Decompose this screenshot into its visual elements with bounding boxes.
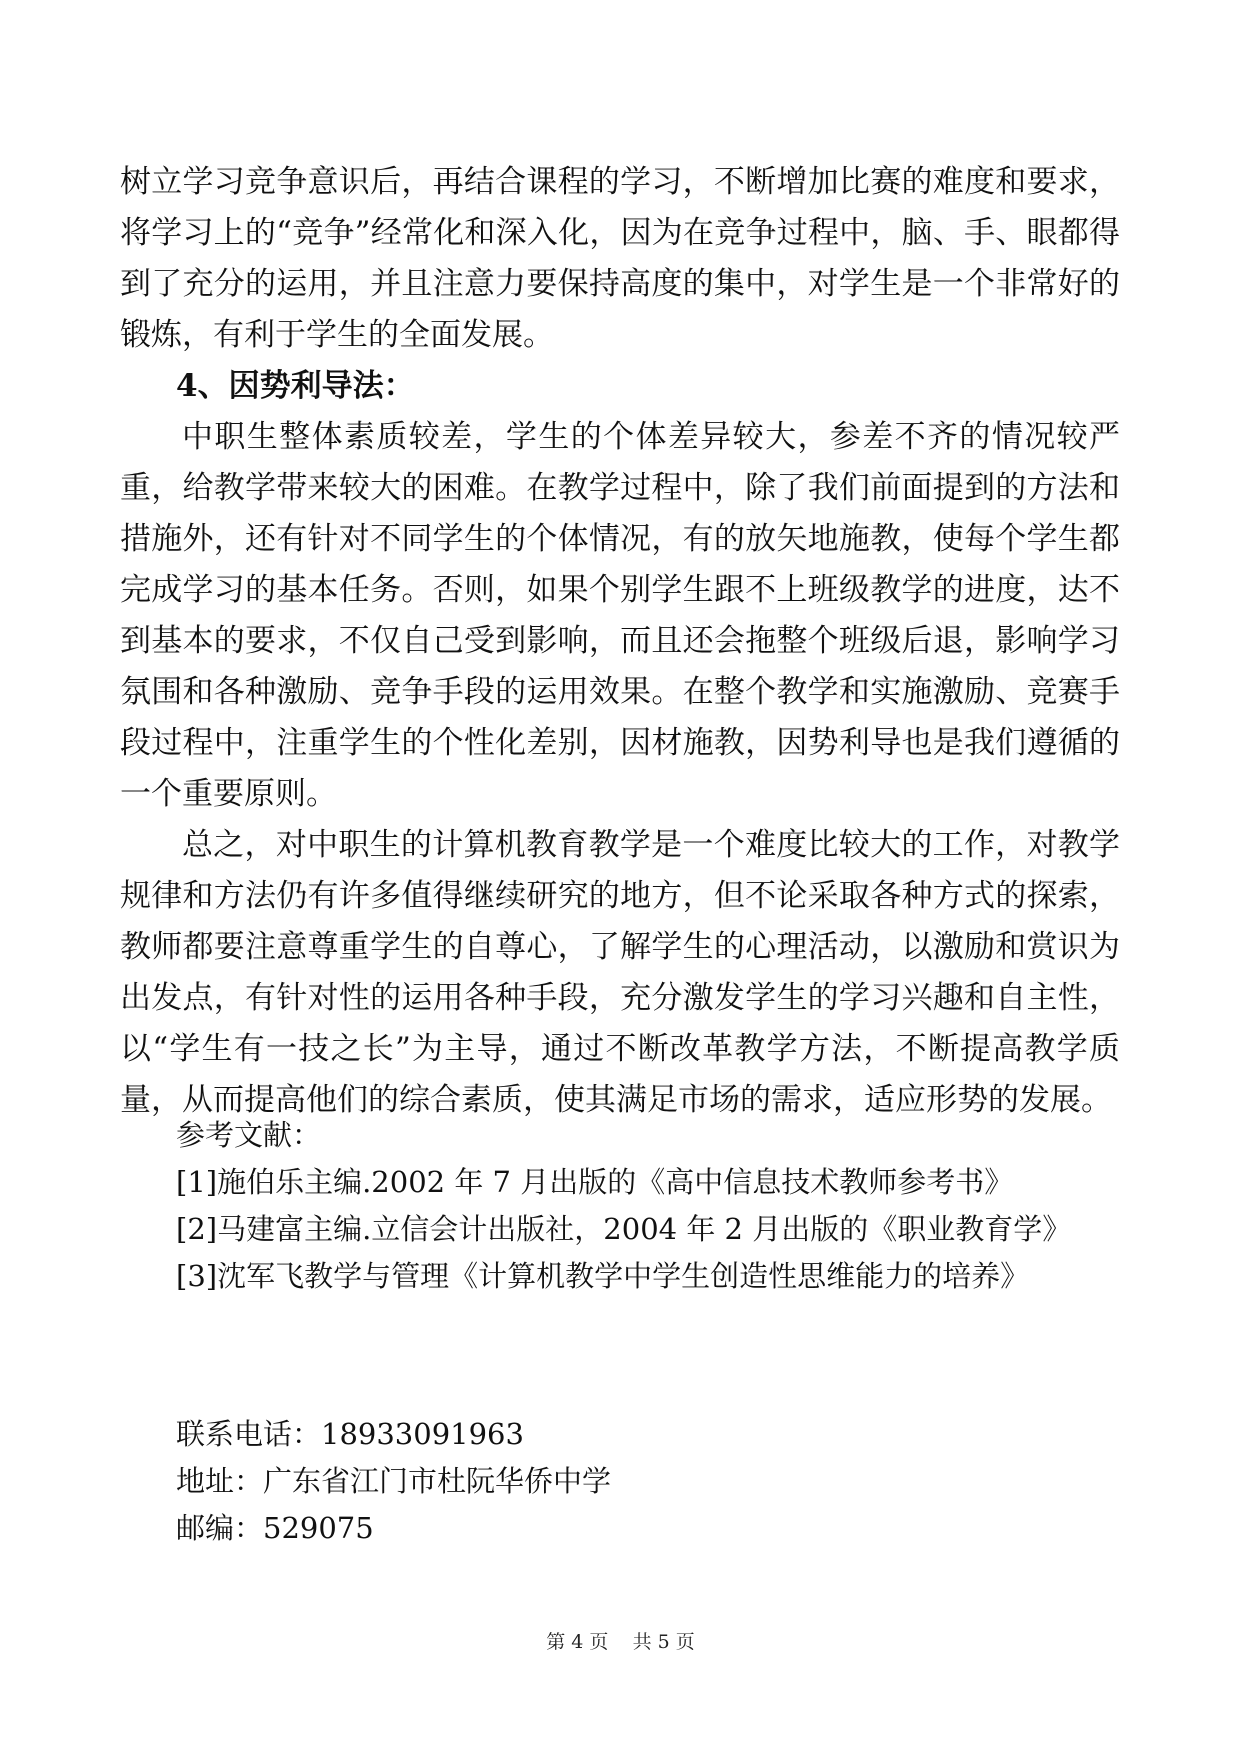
- contact-section: [176, 1411, 1076, 1552]
- paragraph-individual-differences: 中职生整体素质较差，学生的个体差异较大，参差不齐的情况较严重，给教学带来较大的困难。在教学过程中，除了我们前面提到的方法和措施外，还有针对不同学生的个体情况，有的放矢地施教，使每个学生都完成学习的基本任务。否则，如果个别学生跟不上班级教学的进度，达不到基本的要求，不仅自己受到影响，而且还会拖整个班级后退，影响学习氛围和各种激励、竞争手段的运用效果。在整个教学和实施激励、竞赛手段过程中，注重学生的个性化差别，因材施教，因势利导也是我们遵循的一个重要原则。: [120, 419, 1120, 812]
- contact-address: 地址：广东省江门市杜阮华侨中学: [176, 1464, 612, 1498]
- reference-item: [3]沈军飞教学与管理《计算机教学中学生创造性思维能力的培养》: [176, 1259, 1030, 1293]
- paragraph-conclusion: 总之，对中职生的计算机教育教学是一个难度比较大的工作，对教学规律和方法仍有许多值得继续研究的地方，但不论采取各种方式的探索，教师都要注意尊重学生的自尊心，了解学生的心理活动，以激励和赏识为出发点，有针对性的运用各种手段，充分激发学生的学习兴趣和自主性，以“学生有一技之长”为主导，通过不断改革教学方法，不断提高教学质量，从而提高他们的综合素质，使其满足市场的需求，适应形势的发展。: [120, 827, 1120, 1118]
- contact-phone: 联系电话：18933091963: [176, 1417, 524, 1451]
- contact-postcode: 邮编：529075: [176, 1511, 374, 1545]
- page-footer: [0, 1630, 1241, 1654]
- page-number: 第 4 页: [546, 1631, 609, 1653]
- reference-item: [2]马建富主编.立信会计出版社，2004 年 2 月出版的《职业教育学》: [176, 1212, 1072, 1246]
- references-title: 参考文献：: [176, 1118, 322, 1152]
- section-heading-4: 4、因势利导法：: [176, 368, 415, 404]
- paragraph-competition: 树立学习竞争意识后，再结合课程的学习，不断增加比赛的难度和要求，将学习上的“竞争”经常化和深入化，因为在竞争过程中，脑、手、眼都得到了充分的运用，并且注意力要保持高度的集中，对学生是一个非常好的锻炼，有利于学生的全面发展。: [120, 164, 1120, 353]
- reference-item: [1]施伯乐主编.2002 年 7 月出版的《高中信息技术教师参考书》: [176, 1165, 1014, 1199]
- references-section: [176, 1112, 1136, 1300]
- body-text: [120, 157, 1120, 1126]
- page-total: 共 5 页: [632, 1631, 695, 1653]
